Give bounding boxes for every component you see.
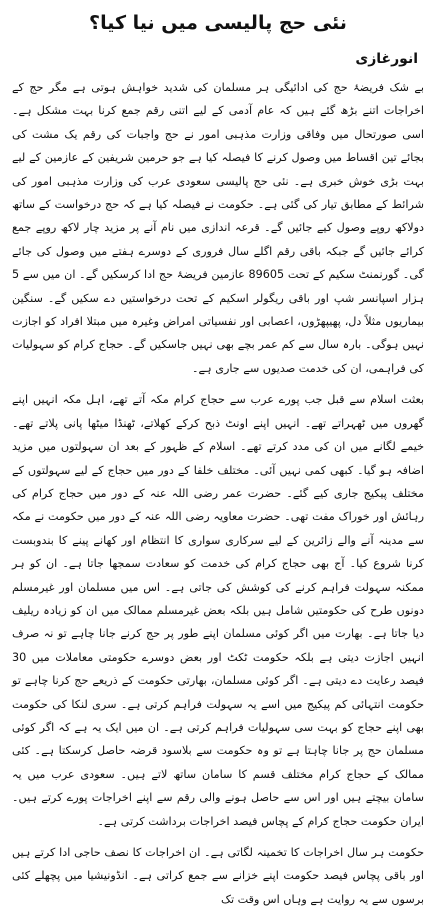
article-paragraph-3: حکومت ہر سال اخراجات کا تخمینہ لگاتی ہے۔ ان اخراجات کا نصف حاجی ادا کرتے ہیں اور باقی پچاس فیصد حکومت اپنے خزانے سے جمع کراتی ہے۔ انڈونیشیا میں پچھلے کئی برسوں سے یہ روایت ہے وہاں اس وقت تک bbox=[12, 846, 424, 906]
article-title: نئی حج پالیسی میں نیا کیا؟ bbox=[89, 12, 347, 34]
article-paragraph-1: بے شک فریضۂ حج کی ادائیگی ہر مسلمان کی شدید خواہش ہوتی ہے مگر حج کے اخراجات اتنے بڑھ گئے ہیں کہ عام آدمی کے لیے اتنی رقم جمع کرنا بہت مشکل ہے۔ اسی صورتحال میں وفاقی وزارت مذہبی امور نے حج واجبات کی رقم یک مشت کی بجائے تین اقساط میں وصول کرنے کا فیصلہ کیا ہے جو حرمین شریفین کے عازمین کے لیے بہت بڑی خوش خبری ہے۔ نئی حج پالیسی سعودی عرب کی وزارت مذہبی امور کی شرائط کے مطابق تیار کی گئی ہے۔ حکومت نے فیصلہ کیا ہے کہ حج درخواست کے ساتھ دولاکھ روپے وصول کیے جائیں گے۔ قرعہ اندازی میں نام آنے پر مزید چار لاکھ روپے جمع کرائے جائیں گے جبکہ باقی رقم اگلے سال فروری کے دوسرے ہفتے میں وصول کی جائے گی۔ گورنمنٹ سکیم کے تحت 89605 عازمین فریضۂ حج ادا کرسکیں گے۔ ان میں سے 5 ہزار اسپانسر شپ اور باقی ریگولر اسکیم کے تحت درخواستیں دے سکیں گے۔ سنگین بیماریوں مثلاً دل، پھیپھڑوں، اعصابی اور نفسیاتی امراض وغیرہ میں مبتلا افراد کو اجازت نہیں ہوگی۔ بارہ سال سے کم عمر بچے بھی نہیں جاسکیں گے۔ حجاج کرام کو سہولیات کی فراہمی، ان کی خدمت صدیوں سے جاری ہے۔ bbox=[12, 81, 424, 375]
article-author: انورغازی bbox=[355, 51, 418, 67]
article-paragraph-2: بعثت اسلام سے قبل جب پورے عرب سے حجاج کرام مکہ آتے تھے، اہل مکہ انہیں اپنے گھروں میں ٹھہراتے تھے۔ انہیں اپنے اونٹ ذبح کرکے کھلاتے، ٹھنڈا میٹھا پانی پلاتے تھے۔ خیمے لگانے میں ان کی مدد کرتے تھے۔ اسلام کے ظہور کے بعد ان سہولتوں میں مزید اضافہ ہو گیا۔ کبھی کمی نہیں آئی۔ مختلف خلفا کے دور میں حجاج کے لیے سہولتوں کے مختلف پیکیج جاری کیے گئے۔ حضرت عمر رضی اللہ عنہ کے دور میں حجاج کرام کی رہائش اور خوراک مفت تھی۔ حضرت معاویہ رضی اللہ عنہ کے دور میں حکومت نے مکہ سے مدینہ آنے والے زائرین کے لیے سرکاری سواری کا انتظام اور کھانے پینے کا بندوبست کرنا شروع کیا۔ آج بھی حجاج کرام کی خدمت کو سعادت سمجھا جاتا ہے۔ ان کو ہر ممکنہ سہولت فراہم کرنے کی کوشش کی جاتی ہے۔ اس میں مسلمان اور غیرمسلم دونوں طرح کی حکومتیں شامل ہیں بلکہ بعض غیرمسلم ممالک میں ان کو زیادہ ریلیف دیا جاتا ہے۔ بھارت میں اگر کوئی مسلمان اپنے طور پر حج کرنے جانا چاہے تو نہ صرف انہیں اجازت دیتی ہے بلکہ حکومت ٹکٹ اور بعض دوسرے حکومتی معاملات میں 30 فیصد رعایت دے دیتی ہے۔ اگر کوئی مسلمان، بھارتی حکومت کے ذریعے حج کرنا چاہے تو حکومت انتہائی کم پیکیج میں اسے یہ سہولت فراہم کرتی ہے۔ سری لنکا کی حکومت بھی اپنے حجاج کو بہت سی سہولیات فراہم کرتی ہے۔ ان میں ایک یہ ہے کہ اگر کوئی مسلمان حج پر جانا چاہتا ہے تو وہ حکومت سے بلاسود قرضہ حاصل کرسکتا ہے۔ کئی ممالک کے حجاج کرام مختلف قسم کا سامان ساتھ لاتے ہیں۔ سعودی عرب میں یہ سامان بیچتے ہیں اور اس سے حاصل ہونے والی رقم سے اپنے اخراجات پورے کرتے ہیں۔ ایران حکومت حجاج کرام کے پچاس فیصد اخراجات برداشت کرتی ہے۔ bbox=[12, 393, 424, 828]
